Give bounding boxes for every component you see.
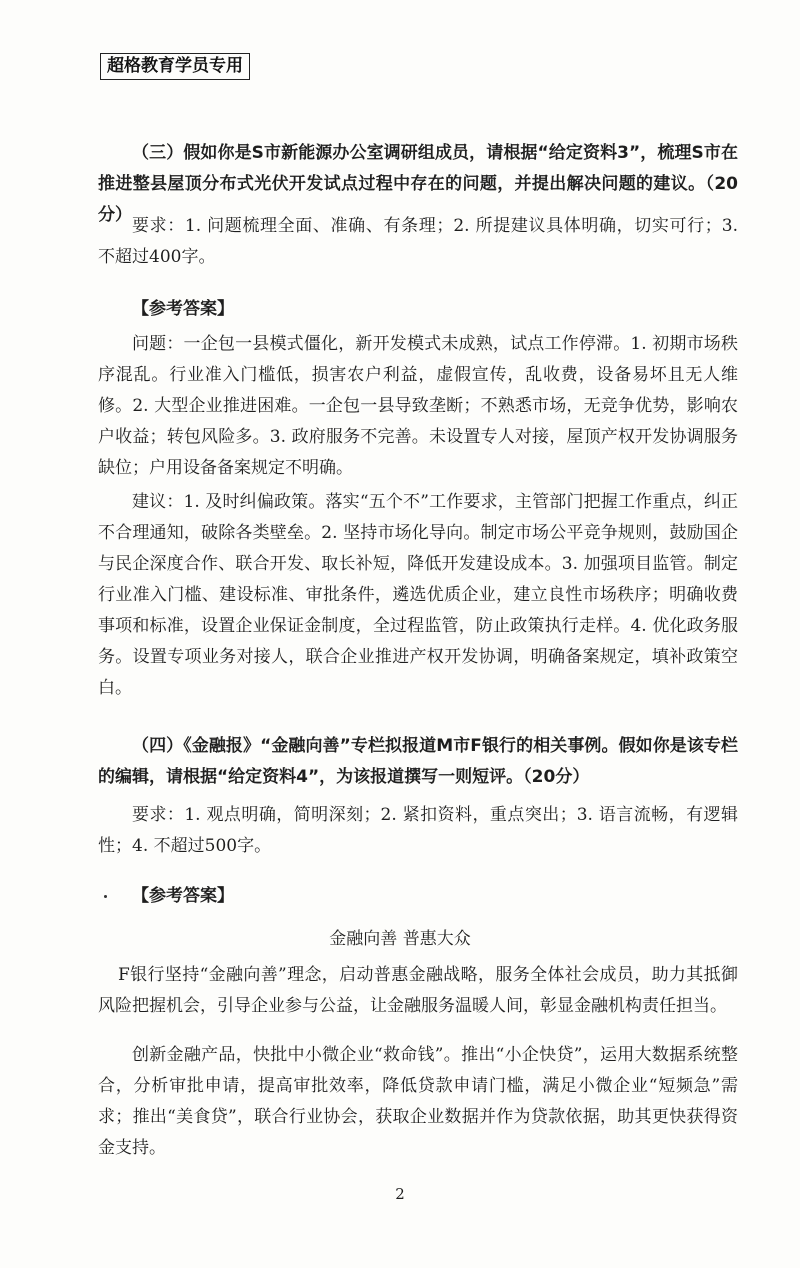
q4-question: （四）《金融报》“金融向善”专栏拟报道M市F银行的相关事例。假如你是该专栏的编辑，请根据“给定资料4”，为该报道撰写一则短评。（20分） — [98, 736, 738, 787]
header-stamp: 超格教育学员专用 — [100, 53, 250, 80]
essay-title: 金融向善 普惠大众 — [329, 929, 471, 949]
q4-requirements: 要求：1. 观点明确，简明深刻；2. 紧扣资料，重点突出；3. 语言流畅，有逻辑性；4. 不超过500字。 — [98, 805, 738, 856]
q3-question: （三）假如你是S市新能源办公室调研组成员，请根据“给定资料3”，梳理S市在推进整县屋顶分布式光伏开发试点过程中存在的问题，并提出解决问题的建议。（20分） — [98, 143, 738, 225]
q4-answer-heading: 【参考答案】 — [132, 886, 234, 906]
essay-paragraph-1: F银行坚持“金融向善”理念，启动普惠金融战略，服务全体社会成员，助力其抵御风险把握机会，引导企业参与公益，让金融服务温暖人间，彰显金融机构责任担当。 — [98, 965, 738, 1016]
q3-answer-suggestions: 建议：1. 及时纠偏政策。落实“五个不”工作要求，主管部门把握工作重点，纠正不合理通知，破除各类壁垒。2. 坚持市场化导向。制定市场公平竞争规则，鼓励国企与民企深度合作、联合开发、取长补短，降低开发建设成本。3. 加强项目监管。制定行业准入门槛、建设标准、审批条件，遴选优质企业，建立良性市场秩序；明确收费事项和标准，设置企业保证金制度，全过程监管，防止政策执行走样。4. 优化政务服务。设置专项业务对接人，联合企业推进产权开发协调，明确备案规定，填补政策空白。 — [98, 492, 738, 698]
page-number: 2 — [395, 1185, 405, 1203]
q3-answer-heading: 【参考答案】 — [132, 299, 234, 319]
q3-requirements: 要求：1. 问题梳理全面、准确、有条理；2. 所提建议具体明确，切实可行；3. 不超过400字。 — [98, 216, 738, 267]
q3-answer-problems: 问题：一企包一县模式僵化，新开发模式未成熟，试点工作停滞。1. 初期市场秩序混乱。行业准入门槛低，损害农户利益，虚假宣传，乱收费，设备易坏且无人维修。2. 大型企业推进困难。一企包一县导致垄断；不熟悉市场，无竞争优势，影响农户收益；转包风险多。3. 政府服务不完善。未设置专人对接，屋顶产权开发协调服务缺位；户用设备备案规定不明确。 — [98, 334, 738, 478]
essay-paragraph-2: 创新金融产品，快批中小微企业“救命钱”。推出“小企快贷”，运用大数据系统整合，分析审批申请，提高审批效率，降低贷款申请门槛，满足小微企业“短频急”需求；推出“美食贷”，联合行业协会，获取企业数据并作为贷款依据，助其更快获得资金支持。 — [98, 1045, 738, 1158]
